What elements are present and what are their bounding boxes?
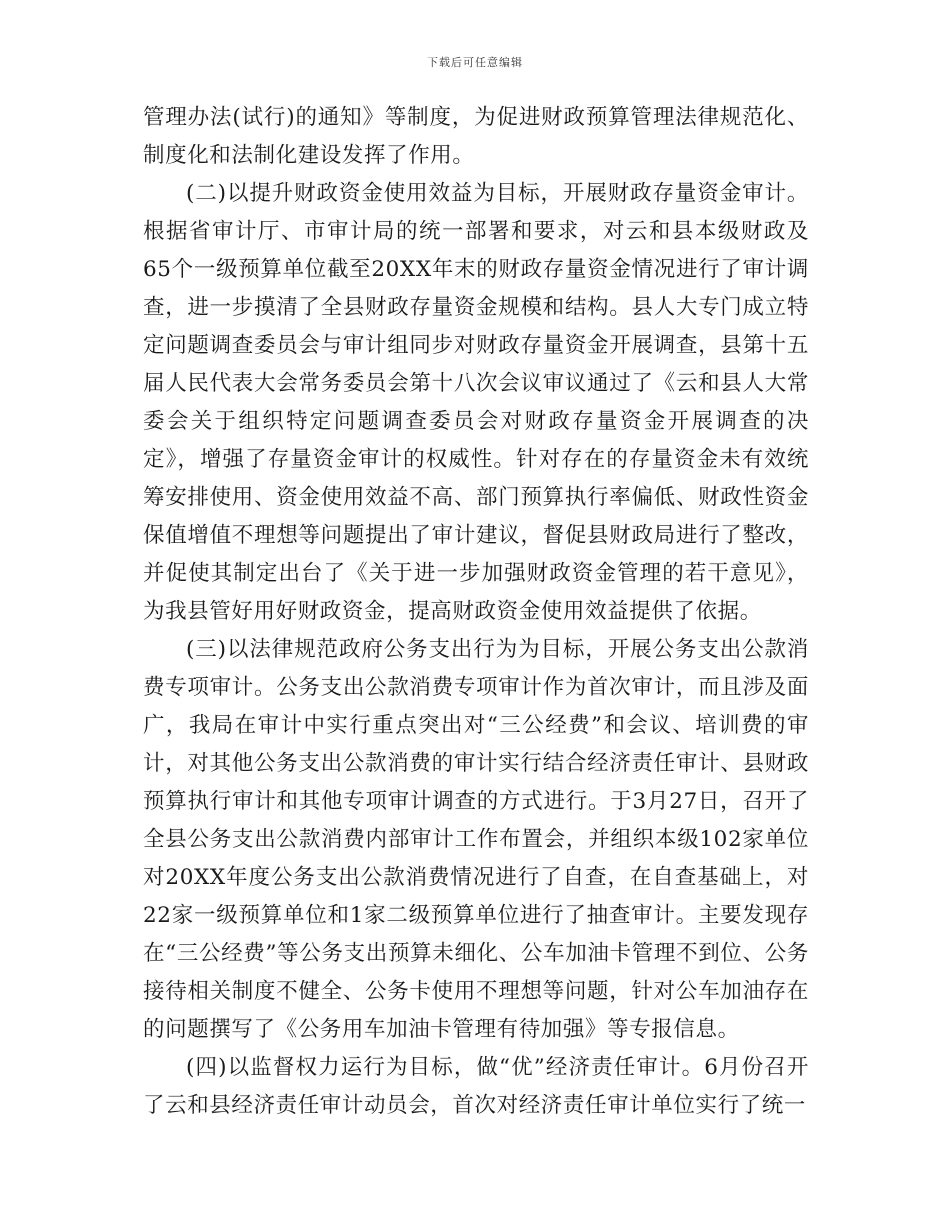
paragraph-continuation: 管理办法(试行)的通知》等制度，为促进财政预算管理法律规范化、制度化和法制化建设发挥了作用。 xyxy=(143,105,809,168)
paragraph-section-4: (四)以监督权力运行为目标，做“优”经济责任审计。6月份召开了云和县经济责任审计动员会，首次对经济责任审计单位实行了统一 xyxy=(143,1055,809,1118)
paragraph-section-2: (二)以提升财政资金使用效益为目标，开展财政存量资金审计。根据省审计厅、市审计局的统一部署和要求，对云和县本级财政及65个一级预算单位截至20XX年末的财政存量资金情况进行了审计调查，进一步摸清了全县财政存量资金规模和结构。县人大专门成立特定问题调查委员会与审计组同步对财政存量资金开展调查，县第十五届人民代表大会常务委员会第十八次会议审议通过了《云和县人大常委会关于组织特定问题调查委员会对财政存量资金开展调查的决定》，增强了存量资金审计的权威性。针对存在的存量资金未有效统筹安排使用、资金使用效益不高、部门预算执行率偏低、财政性资金保值增值不理想等问题提出了审计建议，督促县财政局进行了整改，并促使其制定出台了《关于进一步加强财政资金管理的若干意见》，为我县管好用好财政资金，提高财政资金使用效益提供了依据。 xyxy=(143,181,809,624)
page-header-note: 下载后可任意编辑 xyxy=(427,56,523,69)
document-body xyxy=(143,99,809,1125)
paragraph-section-3: (三)以法律规范政府公务支出行为为目标，开展公务支出公款消费专项审计。公务支出公款消费专项审计作为首次审计，而且涉及面广，我局在审计中实行重点突出对“三公经费”和会议、培训费的审计，对其他公务支出公款消费的审计实行结合经济责任审计、县财政预算执行审计和其他专项审计调查的方式进行。于3月27日，召开了全县公务支出公款消费内部审计工作布置会，并组织本级102家单位对20XX年度公务支出公款消费情况进行了自查，在自查基础上，对22家一级预算单位和1家二级预算单位进行了抽查审计。主要发现存在“三公经费”等公务支出预算未细化、公车加油卡管理不到位、公务接待相关制度不健全、公务卡使用不理想等问题，针对公车加油存在的问题撰写了《公务用车加油卡管理有待加强》等专报信息。 xyxy=(143,637,809,1042)
